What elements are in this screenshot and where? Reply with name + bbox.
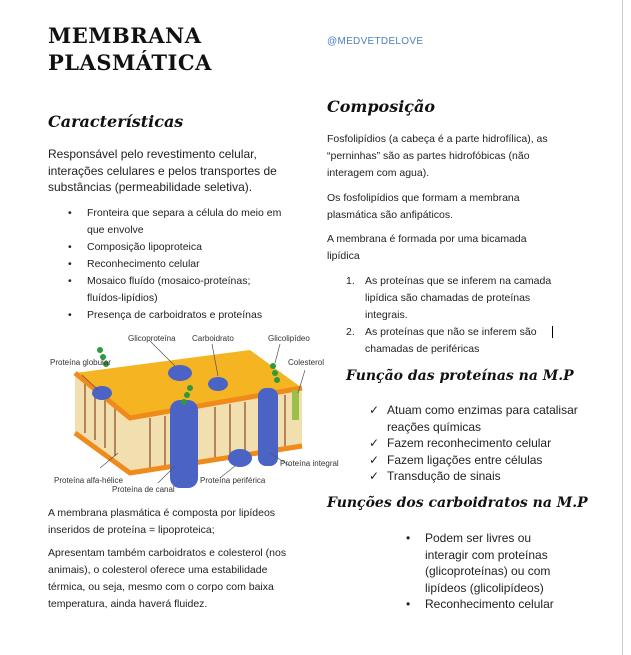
check-item: ✓ Fazem ligações entre células bbox=[369, 452, 579, 469]
label-carboidrato: Carboidrato bbox=[192, 334, 234, 343]
heading-funcoes-carboidratos: Funções dos carboidratos na M.P bbox=[327, 495, 588, 511]
paragraph-fosfolipidios: Fosfolipídios (a cabeça é a parte hidrofílica), as “perninhas” são as partes hidrofóbicas (não interagem com agua). bbox=[327, 133, 548, 179]
check-item: ✓ Fazem reconhecimento celular bbox=[369, 435, 579, 452]
check-item: ✓ Transdução de sinais bbox=[369, 468, 579, 485]
channel-protein bbox=[170, 400, 198, 488]
label-proteina-periferica: Proteína periférica bbox=[200, 476, 266, 485]
intro-text: Responsável pelo revestimento celular, interações celulares e pelos transportes de substâncias (permeabilidade seletiva). bbox=[48, 147, 277, 194]
protein-types-list bbox=[346, 273, 571, 358]
label-colesterol: Colesterol bbox=[288, 358, 325, 367]
cholesterol bbox=[292, 390, 299, 420]
label-glicolipideo: Glicolipídeo bbox=[268, 334, 310, 343]
list-item bbox=[346, 273, 571, 324]
peripheral-protein bbox=[228, 449, 252, 467]
title-line-1: MEMBRANA bbox=[48, 23, 202, 48]
author-handle: @MEDVETDELOVE bbox=[327, 36, 424, 47]
label-proteina-alfa: Proteína alfa-hélice bbox=[54, 476, 123, 485]
paragraph-bicamada: A membrana é formada por uma bicamada lipídica bbox=[327, 233, 527, 262]
list-item: • Mosaico fluído (mosaico-proteínas; fluídos-lipídios) bbox=[66, 273, 286, 307]
glycoprotein bbox=[168, 365, 192, 381]
list-item: • Presença de carboidratos e proteínas bbox=[66, 307, 286, 324]
label-proteina-globular: Proteína globular bbox=[50, 358, 111, 367]
peripheral-protein-top bbox=[208, 377, 228, 391]
list-item: • Podem ser livres ou interagir com proteínas (glicoproteínas) ou com lipídeos (glicolipídeos) bbox=[404, 530, 574, 596]
page-title bbox=[48, 22, 212, 76]
characteristics-list bbox=[66, 205, 286, 324]
label-proteina-canal: Proteína de canal bbox=[112, 485, 175, 494]
label-proteina-integral: Proteína integral bbox=[280, 459, 339, 468]
page-border bbox=[622, 0, 623, 655]
title-line-2: PLASMÁTICA bbox=[48, 50, 212, 75]
item-text: As proteínas que não se inferem são chamadas de periféricas bbox=[365, 326, 537, 355]
membrane-diagram bbox=[40, 328, 339, 498]
integral-protein bbox=[258, 388, 278, 466]
list-item: • Reconhecimento celular bbox=[404, 596, 574, 613]
item-number: 1. bbox=[346, 275, 355, 287]
carbohydrate-functions-list bbox=[404, 530, 574, 613]
globular-protein bbox=[92, 386, 112, 400]
list-item bbox=[346, 324, 571, 358]
list-item: • Reconhecimento celular bbox=[66, 256, 286, 273]
paragraph-cholesterol: Apresentam também carboidratos e colesterol (nos animais), o colesterol oferece uma estabilidade térmica, ou seja, mesmo com o corpo com baixa temperatura, ainda haverá fluidez. bbox=[48, 547, 287, 610]
text-cursor bbox=[552, 326, 553, 338]
heading-caracteristicas: Características bbox=[48, 112, 184, 131]
label-glicoproteina: Glicoproteína bbox=[128, 334, 176, 343]
heading-composicao: Composição bbox=[327, 97, 436, 116]
heading-funcao-proteinas: Função das proteínas na M.P bbox=[346, 368, 574, 384]
list-item: • Composição lipoproteica bbox=[66, 239, 286, 256]
check-item: ✓ Atuam como enzimas para catalisar reações químicas bbox=[369, 402, 579, 435]
item-text: As proteínas que se inferem na camada lipídica são chamadas de proteínas integrais. bbox=[365, 275, 552, 321]
item-number: 2. bbox=[346, 326, 355, 338]
list-item: • Fronteira que separa a célula do meio em que envolve bbox=[66, 205, 286, 239]
paragraph-composition: A membrana plasmática é composta por lipídeos inseridos de proteína = lipoproteica; bbox=[48, 507, 276, 536]
protein-functions-list bbox=[369, 402, 579, 485]
paragraph-anfipaticos: Os fosfolipídios que formam a membrana plasmática são anfipáticos. bbox=[327, 192, 520, 221]
